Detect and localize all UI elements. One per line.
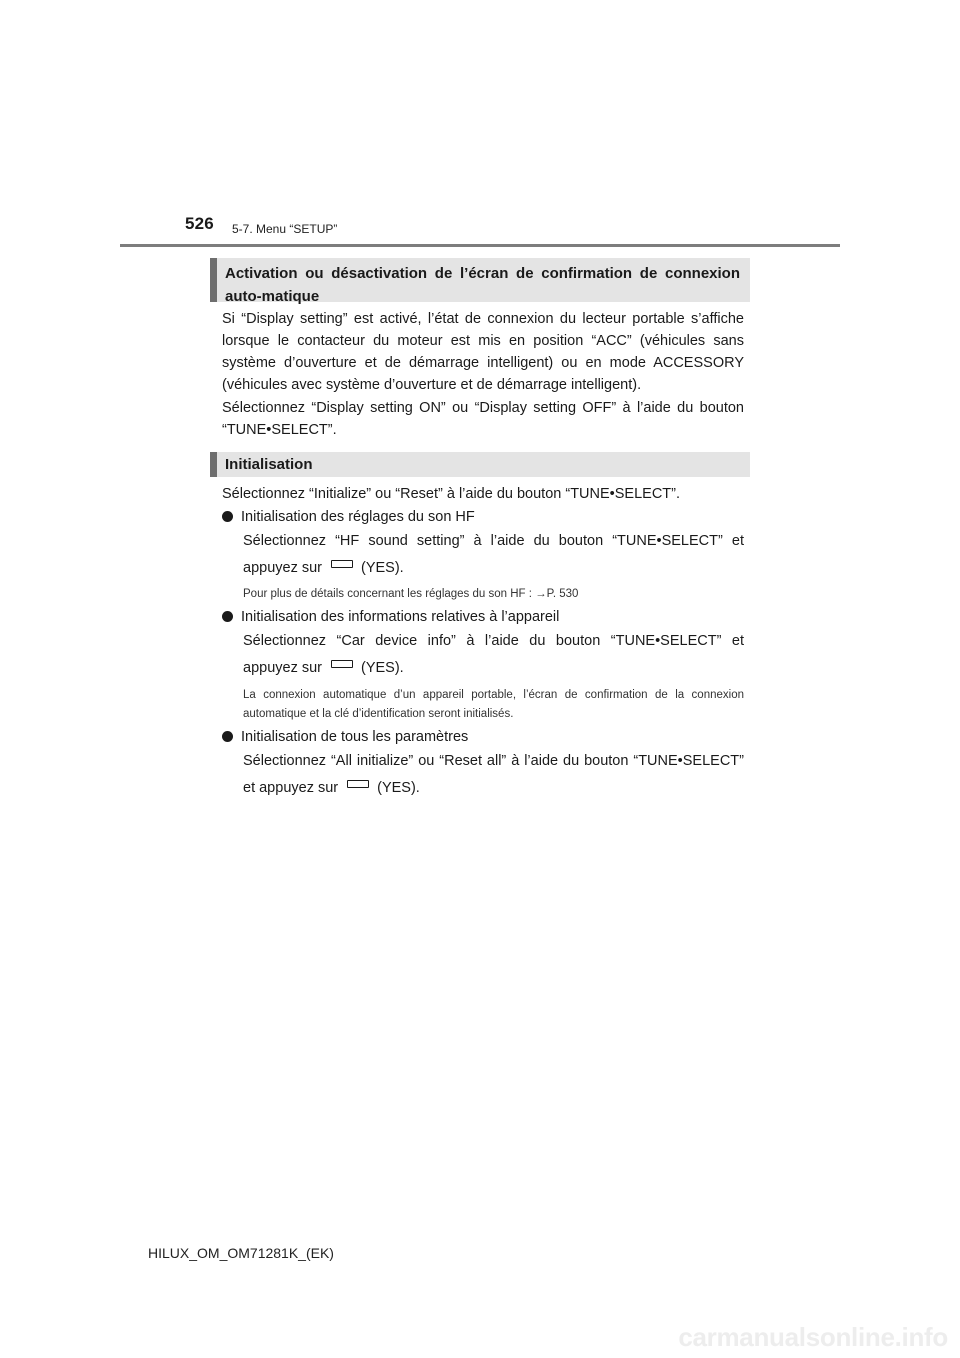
section-heading-confirmation-screen: Activation ou désactivation de l’écran de confirmation de connexion auto-matique [210,258,750,302]
bullet-item-hf-sound [222,506,744,528]
header-divider [120,244,840,247]
bullet-heading: Initialisation de tous les paramètres [241,729,469,745]
paragraph-display-setting: Si “Display setting” est activé, l’état de connexion du lecteur portable s’affiche lorsque le contacteur du moteur est mis en position “ACC” (véhicules sans système d’ouverture et de démarrage intelligent) ou en mode ACCESSORY (véhicules avec système d’ouverture et de démarrage intelligent). [222,311,744,393]
instruction-suffix: (YES). [361,560,404,576]
instruction-suffix: (YES). [361,660,404,676]
instruction-text: Sélectionnez “Car device info” à l’aide du bouton “TUNE•SELECT” et appuyez sur [243,633,744,676]
document-code: HILUX_OM_OM71281K_(EK) [148,1245,334,1261]
instruction-hf-sound [243,528,744,582]
paragraph-select-initialize: Sélectionnez “Initialize” ou “Reset” à l’aide du bouton “TUNE•SELECT”. [222,486,681,502]
instruction-text: Sélectionnez “HF sound setting” à l’aide du bouton “TUNE•SELECT” et appuyez sur [243,533,744,576]
page-number: 526 [185,214,214,233]
yes-button-icon [347,780,369,788]
bullet-icon [222,611,233,622]
yes-button-icon [331,660,353,668]
section-heading-initialisation: Initialisation [210,452,750,477]
bullet-item-device-info [222,606,744,628]
instruction-all-parameters [243,748,744,802]
bullet-item-all-parameters [222,726,744,748]
bullet-icon [222,731,233,742]
instruction-suffix: (YES). [377,780,420,796]
instruction-text: Sélectionnez “All initialize” ou “Reset all” à l’aide du bouton “TUNE•SELECT” et appuyez sur [243,753,744,796]
note-hf-sound: Pour plus de détails concernant les réglages du son HF : →P. 530 [243,588,579,600]
yes-button-icon [331,560,353,568]
watermark: carmanualsonline.info [678,1322,948,1352]
bullet-icon [222,511,233,522]
instruction-device-info [243,628,744,682]
chapter-title: 5-7. Menu “SETUP” [232,222,338,236]
paragraph-select-display: Sélectionnez “Display setting ON” ou “Display setting OFF” à l’aide du bouton “TUNE•SELECT”. [222,400,744,438]
bullet-heading: Initialisation des réglages du son HF [241,509,475,525]
note-device-info: La connexion automatique d’un appareil portable, l’écran de confirmation de la connexion automatique et la clé d’identification seront initialisés. [243,689,744,720]
bullet-heading: Initialisation des informations relatives à l’appareil [241,609,560,625]
